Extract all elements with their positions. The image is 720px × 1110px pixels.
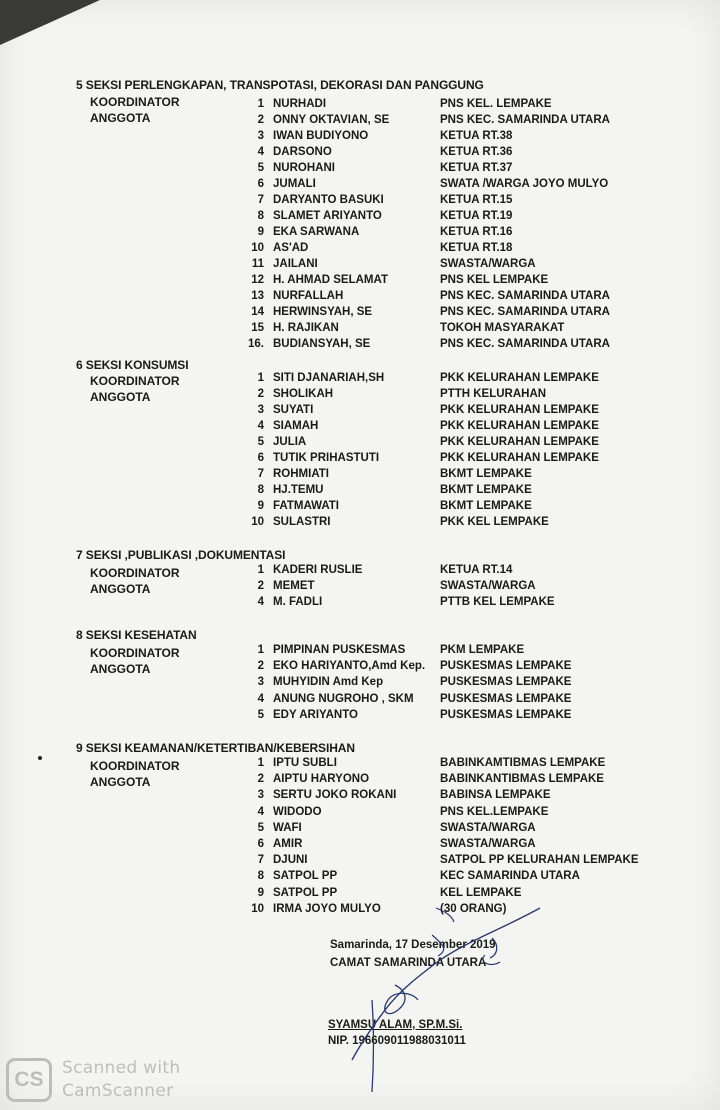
member-affiliation: SWASTA/WARGA (440, 258, 536, 270)
member-affiliation: PKK KELURAHAN LEMPAKE (440, 436, 599, 448)
member-affiliation: KEC SAMARINDA UTARA (440, 870, 580, 883)
member-name: JUMALI (273, 178, 316, 190)
member-row (0, 580, 720, 596)
member-name: AMIR (273, 838, 303, 850)
member-row (0, 146, 720, 162)
member-row (0, 644, 720, 660)
member-affiliation: BKMT LEMPAKE (440, 500, 532, 512)
row-number: 4 (257, 596, 264, 608)
member-affiliation: KETUA RT.14 (440, 564, 513, 576)
member-row (0, 854, 720, 870)
member-row (0, 388, 720, 404)
row-number: 3 (257, 404, 264, 416)
member-affiliation: PTTH KELURAHAN (440, 388, 547, 400)
section-heading: 9 SEKSI KEAMANAN/KETERTIBAN/KEBERSIHAN (76, 741, 355, 755)
member-affiliation: KETUA RT.37 (440, 162, 513, 174)
member-row (0, 322, 720, 338)
member-row (0, 114, 720, 130)
member-name: DARSONO (273, 146, 332, 158)
member-affiliation: KETUA RT.19 (440, 210, 513, 222)
section-heading: 5 SEKSI PERLENGKAPAN, TRANSPOTASI, DEKORASI DAN PANGGUNG (76, 78, 484, 92)
member-name: AS'AD (273, 242, 309, 254)
member-name: ANUNG NUGROHO , SKM (273, 692, 414, 705)
member-affiliation: PNS KEC. SAMARINDA UTARA (440, 290, 610, 302)
member-name: SITI DJANARIAH,SH (273, 372, 385, 384)
member-row (0, 484, 720, 500)
member-name: NURHADI (273, 98, 327, 110)
coordinator-label: KOORDINATOR (90, 374, 180, 388)
member-affiliation: PNS KEL.LEMPAKE (440, 805, 549, 818)
row-number: 4 (257, 692, 264, 705)
camscanner-watermark (6, 1056, 206, 1106)
row-number: 5 (257, 708, 264, 721)
row-number: 1 (257, 372, 264, 384)
member-name: NURFALLAH (273, 290, 344, 302)
member-row (0, 98, 720, 114)
signature-place-date: Samarinda, 17 Desember 2019 (330, 939, 496, 951)
member-name: IWAN BUDIYONO (273, 130, 369, 142)
member-row (0, 338, 720, 354)
row-number: 6 (257, 838, 264, 850)
row-number: 7 (257, 194, 264, 206)
member-label: ANGGOTA (90, 775, 151, 789)
member-label: ANGGOTA (90, 390, 151, 404)
member-label: ANGGOTA (90, 582, 151, 596)
section-heading: 6 SEKSI KONSUMSI (76, 358, 189, 372)
member-name: H. AHMAD SELAMAT (273, 274, 388, 286)
member-name: EDY ARIYANTO (273, 708, 358, 721)
member-name: EKO HARIYANTO,Amd Kep. (273, 660, 426, 673)
row-number: 12 (251, 274, 264, 286)
member-row (0, 516, 720, 532)
member-label: ANGGOTA (90, 111, 151, 125)
member-affiliation: PKM LEMPAKE (440, 644, 525, 656)
member-row (0, 306, 720, 322)
member-name: SHOLIKAH (273, 388, 334, 400)
member-name: NUROHANI (273, 162, 335, 174)
member-affiliation: KETUA RT.36 (440, 146, 513, 158)
row-number: 2 (257, 580, 264, 592)
member-affiliation: KEL LEMPAKE (440, 886, 522, 899)
member-name: BUDIANSYAH, SE (273, 338, 371, 350)
row-number: 13 (251, 290, 264, 302)
member-affiliation: PNS KEC. SAMARINDA UTARA (440, 114, 610, 126)
member-name: TUTIK PRIHASTUTI (273, 452, 380, 464)
member-affiliation: PKK KELURAHAN LEMPAKE (440, 404, 599, 416)
member-affiliation: PTTB KEL LEMPAKE (440, 596, 555, 608)
signature-nip: NIP. 196609011988031011 (328, 1035, 466, 1047)
coordinator-label: KOORDINATOR (90, 566, 180, 580)
member-name: H. RAJIKAN (273, 322, 339, 334)
member-name: SULASTRI (273, 516, 331, 528)
row-number: 2 (257, 660, 264, 673)
member-name: SERTU JOKO ROKANI (273, 789, 397, 802)
watermark-line1: Scanned with (62, 1058, 181, 1078)
row-number: 5 (257, 162, 264, 174)
member-affiliation: PKK KEL LEMPAKE (440, 516, 549, 528)
coordinator-label: KOORDINATOR (90, 646, 180, 660)
row-number: 10 (251, 902, 264, 915)
row-number: 9 (257, 226, 264, 238)
member-name: SUYATI (273, 404, 314, 416)
member-name: FATMAWATI (273, 500, 340, 512)
row-number: 1 (257, 98, 264, 110)
member-name: ONNY OKTAVIAN, SE (273, 114, 390, 126)
member-affiliation: KETUA RT.18 (440, 242, 513, 254)
member-row (0, 452, 720, 468)
member-row (0, 500, 720, 516)
member-row (0, 420, 720, 436)
row-number: 9 (257, 886, 264, 899)
member-affiliation: KETUA RT.38 (440, 130, 513, 142)
member-name: WIDODO (273, 805, 322, 818)
member-row (0, 709, 720, 725)
row-number: 2 (257, 773, 264, 786)
row-number: 8 (257, 210, 264, 222)
row-number: 3 (257, 789, 264, 802)
row-number: 4 (257, 420, 264, 432)
member-name: ROHMIATI (273, 468, 330, 480)
member-row (0, 290, 720, 306)
member-name: AIPTU HARYONO (273, 773, 370, 786)
member-affiliation: PKK KELURAHAN LEMPAKE (440, 452, 599, 464)
member-row (0, 789, 720, 805)
member-affiliation: PNS KEC. SAMARINDA UTARA (440, 338, 610, 350)
row-number: 11 (251, 258, 264, 270)
member-row (0, 870, 720, 886)
member-name: MUHYIDIN Amd Kep (273, 676, 384, 689)
member-name: JAILANI (273, 258, 318, 270)
member-row (0, 564, 720, 580)
member-name: DARYANTO BASUKI (273, 194, 384, 206)
member-affiliation: SWASTA/WARGA (440, 580, 536, 592)
member-name: IPTU SUBLI (273, 757, 337, 769)
member-row (0, 468, 720, 484)
member-name: SLAMET ARIYANTO (273, 210, 382, 222)
member-name: M. FADLI (273, 596, 323, 608)
member-affiliation: PNS KEL LEMPAKE (440, 274, 549, 286)
member-affiliation: PNS KEL. LEMPAKE (440, 98, 552, 110)
row-number: 14 (251, 306, 264, 318)
member-affiliation: KETUA RT.15 (440, 194, 513, 206)
member-name: DJUNI (273, 854, 308, 867)
member-affiliation: BKMT LEMPAKE (440, 484, 532, 496)
coordinator-label: KOORDINATOR (90, 95, 180, 109)
member-row (0, 404, 720, 420)
row-number: 7 (257, 854, 264, 867)
member-affiliation: BABINKANTIBMAS LEMPAKE (440, 773, 604, 786)
member-row (0, 838, 720, 854)
row-number: 1 (257, 757, 264, 769)
row-number: 5 (257, 436, 264, 448)
member-name: PIMPINAN PUSKESMAS (273, 644, 406, 656)
row-number: 3 (257, 676, 264, 689)
member-row (0, 887, 720, 903)
member-affiliation: SWASTA/WARGA (440, 838, 536, 850)
member-row (0, 258, 720, 274)
member-affiliation: PUSKESMAS LEMPAKE (440, 708, 572, 721)
section-heading: 7 SEKSI ,PUBLIKASI ,DOKUMENTASI (76, 548, 286, 562)
member-row (0, 436, 720, 452)
member-affiliation: SWASTA/WARGA (440, 821, 536, 834)
member-row (0, 372, 720, 388)
row-number: 5 (257, 821, 264, 834)
watermark-line2: CamScanner (62, 1081, 174, 1101)
member-affiliation: SWATA /WARGA JOYO MULYO (440, 178, 609, 190)
member-name: HERWINSYAH, SE (273, 306, 373, 318)
member-row (0, 903, 720, 919)
member-affiliation: (30 ORANG) (440, 902, 507, 915)
member-affiliation: BKMT LEMPAKE (440, 468, 532, 480)
member-row (0, 676, 720, 692)
row-number: 9 (257, 500, 264, 512)
member-row (0, 130, 720, 146)
member-name: SATPOL PP (273, 870, 338, 883)
member-name: MEMET (273, 580, 315, 592)
row-number: 1 (257, 644, 264, 656)
member-name: KADERI RUSLIE (273, 564, 363, 576)
member-label: ANGGOTA (90, 662, 151, 676)
member-row (0, 660, 720, 676)
row-number: 4 (257, 805, 264, 818)
member-affiliation: BABINKAMTIBMAS LEMPAKE (440, 757, 606, 769)
member-row (0, 274, 720, 290)
member-name: HJ.TEMU (273, 484, 324, 496)
camscanner-logo-icon: CS (6, 1058, 52, 1102)
member-row (0, 757, 720, 773)
member-row (0, 596, 720, 612)
row-number: 2 (257, 114, 264, 126)
member-affiliation: PKK KELURAHAN LEMPAKE (440, 420, 599, 432)
row-number: 4 (257, 146, 264, 158)
member-row (0, 162, 720, 178)
member-name: SATPOL PP (273, 886, 338, 899)
member-name: SIAMAH (273, 420, 319, 432)
member-name: JULIA (273, 436, 307, 448)
coordinator-label: KOORDINATOR (90, 759, 180, 773)
member-affiliation: PUSKESMAS LEMPAKE (440, 676, 572, 689)
row-number: 1 (257, 564, 264, 576)
section-heading: 8 SEKSI KESEHATAN (76, 628, 197, 642)
row-number: 2 (257, 388, 264, 400)
row-number: 6 (257, 452, 264, 464)
member-name: IRMA JOYO MULYO (273, 902, 381, 915)
ink-dot (38, 756, 42, 760)
row-number: 10 (251, 516, 264, 528)
member-name: WAFI (273, 821, 302, 834)
member-row (0, 693, 720, 709)
row-number: 7 (257, 468, 264, 480)
member-affiliation: PUSKESMAS LEMPAKE (440, 692, 572, 705)
member-row (0, 242, 720, 258)
member-row (0, 178, 720, 194)
member-row (0, 210, 720, 226)
row-number: 16. (248, 338, 264, 350)
member-affiliation: TOKOH MASYARAKAT (440, 322, 565, 334)
member-affiliation: BABINSA LEMPAKE (440, 789, 551, 802)
row-number: 8 (257, 484, 264, 496)
member-name: EKA SARWANA (273, 226, 360, 238)
row-number: 10 (251, 242, 264, 254)
member-row (0, 773, 720, 789)
member-affiliation: KETUA RT.16 (440, 226, 513, 238)
signature-position: CAMAT SAMARINDA UTARA (330, 957, 487, 969)
member-row (0, 822, 720, 838)
row-number: 6 (257, 178, 264, 190)
member-affiliation: SATPOL PP KELURAHAN LEMPAKE (440, 854, 639, 867)
member-affiliation: PUSKESMAS LEMPAKE (440, 660, 572, 673)
member-affiliation: PKK KELURAHAN LEMPAKE (440, 372, 599, 384)
member-row (0, 806, 720, 822)
row-number: 15 (251, 322, 264, 334)
row-number: 3 (257, 130, 264, 142)
member-row (0, 226, 720, 242)
member-affiliation: PNS KEC. SAMARINDA UTARA (440, 306, 610, 318)
member-row (0, 194, 720, 210)
row-number: 8 (257, 870, 264, 883)
signature-name: SYAMSU ALAM, SP.M.Si. (328, 1019, 463, 1031)
